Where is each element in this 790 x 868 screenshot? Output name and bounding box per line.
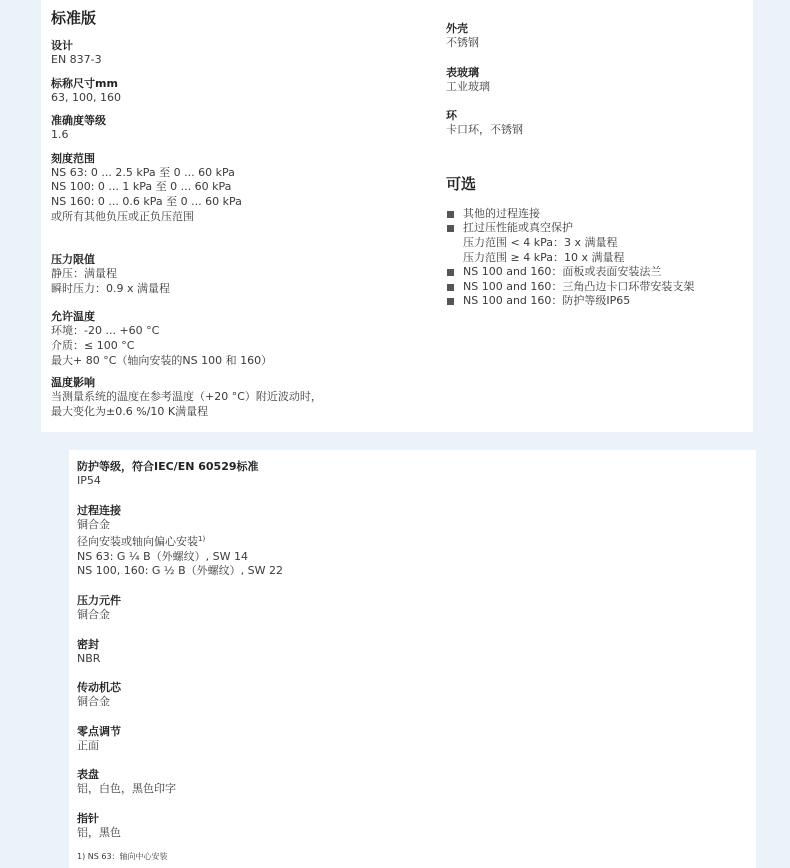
top-panel — [41, 0, 753, 432]
section-ingress-protection — [77, 460, 677, 489]
section-line: 1.6 — [51, 128, 69, 142]
section-scale-range — [51, 152, 441, 224]
list-item — [446, 207, 746, 222]
left-column — [51, 8, 441, 419]
section-line-text: 径向安装或轴向偏心安装 — [77, 535, 198, 549]
section-title: 准确度等级 — [51, 114, 106, 128]
section-title: 传动机芯 — [77, 681, 121, 695]
section-dial — [77, 768, 677, 797]
section-line: 环境：-20 ... +60 °C — [51, 324, 160, 338]
list-item-text: NS 100 and 160：面板或表面安装法兰 — [463, 265, 662, 279]
section-line: 铝，白色，黑色印字 — [77, 782, 176, 796]
section-title: 设计 — [51, 39, 73, 52]
section-title: 表玻璃 — [446, 65, 479, 79]
section-line: NS 100: 0 ... 1 kPa 至 0 ... 60 kPa — [51, 180, 232, 194]
list-subitem: 压力范围 ≥ 4 kPa：10 x 满量程 — [463, 250, 625, 264]
section-line: 工业玻璃 — [446, 79, 490, 93]
list-item — [446, 221, 746, 236]
bottom-column — [77, 460, 677, 862]
list-item — [446, 294, 746, 309]
section-movement — [77, 681, 677, 710]
section-pointer — [77, 812, 677, 841]
square-bullet-icon — [447, 284, 454, 291]
right-column — [446, 22, 746, 309]
section-case — [446, 22, 746, 51]
section-accuracy — [51, 114, 441, 143]
section-title: 密封 — [77, 637, 99, 651]
section-line — [77, 532, 677, 550]
section-title: 指针 — [77, 811, 99, 825]
section-temperature-effect — [51, 376, 441, 419]
section-design — [51, 39, 441, 68]
section-title: 允许温度 — [51, 310, 95, 324]
section-line: NS 63: 0 ... 2.5 kPa 至 0 ... 60 kPa — [51, 165, 235, 179]
section-title: 表盘 — [77, 768, 99, 782]
section-ring — [446, 109, 746, 138]
section-title: 零点调节 — [77, 724, 121, 738]
section-line: 或所有其他负压或正负压范围 — [51, 209, 194, 223]
section-line: NS 100, 160: G ½ B（外螺纹）, SW 22 — [77, 564, 283, 578]
section-line: EN 837-3 — [51, 53, 102, 66]
section-title: 过程连接 — [77, 503, 121, 517]
page-title: 标准版 — [51, 9, 97, 27]
section-pressure-element — [77, 594, 677, 623]
section-line: 卡口环，不锈钢 — [446, 123, 523, 137]
section-title: 标称尺寸mm — [51, 76, 118, 90]
section-title: 温度影响 — [51, 376, 95, 390]
section-line: 铜合金 — [77, 695, 110, 709]
section-title: 压力限值 — [51, 253, 95, 267]
section-line: NBR — [77, 651, 101, 665]
section-line: 铜合金 — [77, 517, 110, 531]
list-item-text: NS 100 and 160：三角凸边卡口环带安装支架 — [463, 279, 695, 293]
footnote: 1) NS 63：轴向中心安装 — [77, 851, 168, 861]
section-line: 当测量系统的温度在参考温度（+20 °C）附近波动时， — [51, 390, 322, 404]
section-line: 最大+ 80 °C（轴向安装的NS 100 和 160） — [51, 353, 273, 367]
section-title: 外壳 — [446, 22, 468, 35]
section-line: 不锈钢 — [446, 36, 479, 49]
square-bullet-icon — [447, 269, 454, 276]
section-line: 正面 — [77, 738, 99, 752]
list-item — [446, 280, 746, 295]
section-line: 63, 100, 160 — [51, 90, 121, 104]
section-line: 最大变化为±0.6 %/10 K满量程 — [51, 404, 209, 418]
footnote-reference: 1) — [198, 535, 206, 544]
square-bullet-icon — [447, 298, 454, 305]
list-item-text: 扛过压性能或真空保护 — [463, 221, 573, 235]
options-title: 可选 — [446, 174, 477, 193]
list-item — [446, 265, 746, 280]
section-line: NS 160: 0 ... 0.6 kPa 至 0 ... 60 kPa — [51, 194, 242, 208]
list-item-text: 其他的过程连接 — [463, 206, 540, 220]
square-bullet-icon — [447, 225, 454, 232]
list-subitem: 压力范围 < 4 kPa：3 x 满量程 — [463, 235, 618, 249]
list-item-text: NS 100 and 160：防护等级IP65 — [463, 294, 631, 308]
section-line: NS 63: G ¼ B（外螺纹）, SW 14 — [77, 549, 248, 563]
section-line: 瞬时压力：0.9 x 满量程 — [51, 281, 170, 295]
section-line: 介质：≤ 100 °C — [51, 338, 135, 352]
section-title: 防护等级，符合IEC/EN 60529标准 — [77, 460, 259, 473]
section-title: 压力元件 — [77, 593, 121, 607]
section-title: 环 — [446, 109, 457, 123]
section-line: 铝，黑色 — [77, 825, 121, 839]
section-line: 静压：满量程 — [51, 267, 117, 281]
section-nominal-size — [51, 77, 441, 106]
section-permissible-temperature — [51, 310, 441, 368]
section-line: IP54 — [77, 474, 101, 487]
square-bullet-icon — [447, 211, 454, 218]
section-process-connection — [77, 504, 677, 579]
bottom-panel — [69, 450, 756, 868]
section-pressure-limit — [51, 253, 441, 296]
section-title: 刻度范围 — [51, 151, 95, 165]
options-list — [446, 207, 746, 309]
section-window — [446, 66, 746, 95]
section-seal — [77, 638, 677, 667]
section-line: 铜合金 — [77, 607, 110, 621]
section-zero-adjustment — [77, 725, 677, 754]
